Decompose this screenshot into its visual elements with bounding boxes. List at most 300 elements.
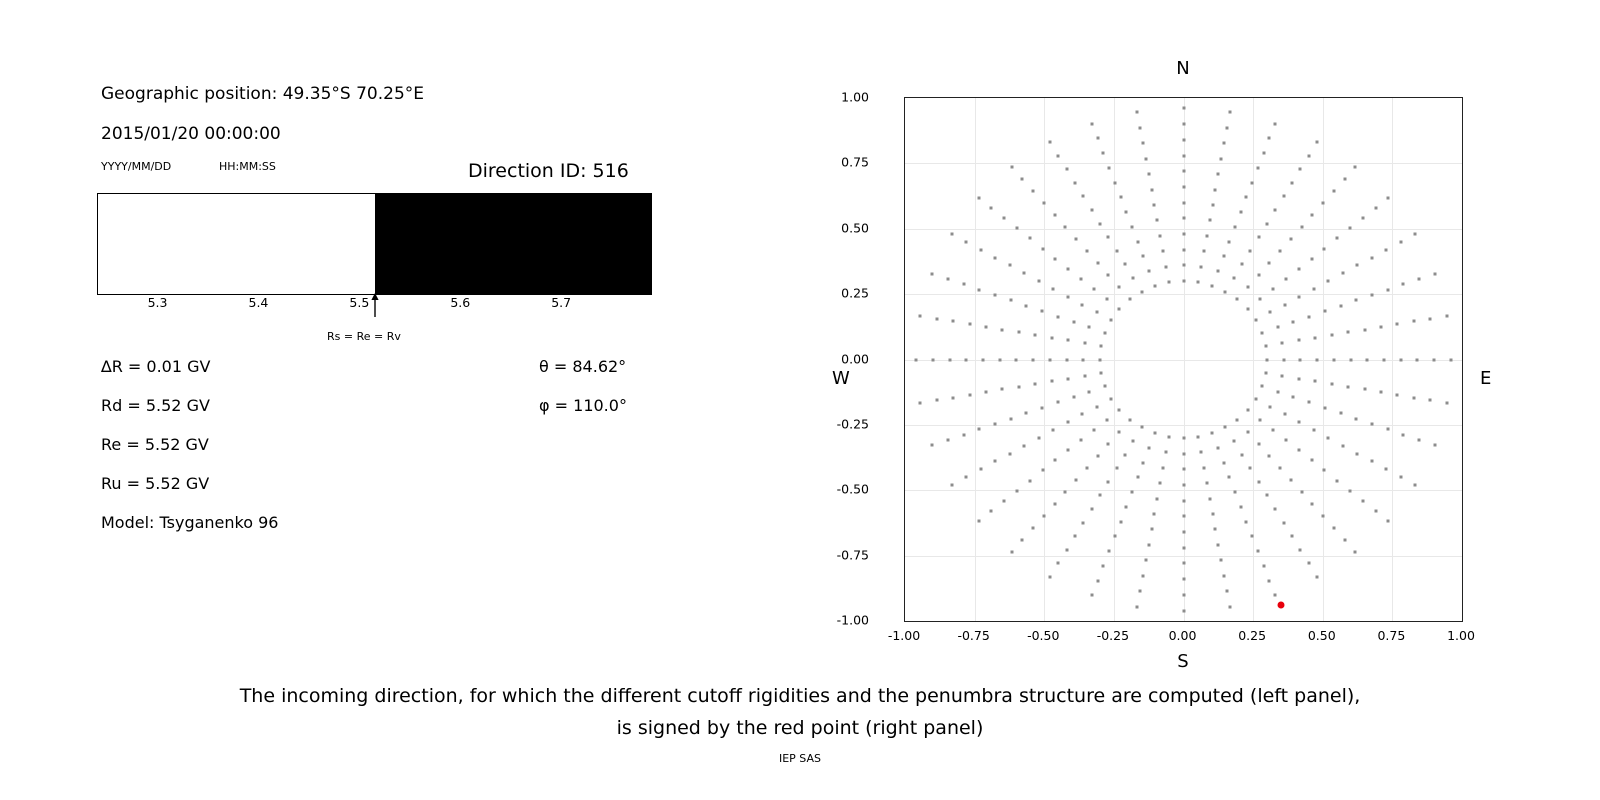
- direction-dot[interactable]: [950, 484, 953, 487]
- direction-dot[interactable]: [1222, 255, 1225, 258]
- direction-dot[interactable]: [1090, 209, 1093, 212]
- direction-dot[interactable]: [965, 358, 968, 361]
- direction-dot[interactable]: [1083, 342, 1086, 345]
- direction-dot[interactable]: [1343, 178, 1346, 181]
- direction-dot[interactable]: [1239, 505, 1242, 508]
- direction-dot[interactable]: [1356, 452, 1359, 455]
- direction-dot[interactable]: [1418, 438, 1421, 441]
- direction-dot[interactable]: [1110, 397, 1113, 400]
- direction-dot[interactable]: [1262, 152, 1265, 155]
- direction-dot[interactable]: [1232, 276, 1235, 279]
- direction-dot[interactable]: [1429, 399, 1432, 402]
- direction-dot[interactable]: [1445, 402, 1448, 405]
- direction-dot[interactable]: [1256, 166, 1259, 169]
- direction-dot[interactable]: [1034, 383, 1037, 386]
- direction-dot[interactable]: [1182, 546, 1185, 549]
- direction-dot[interactable]: [1182, 499, 1185, 502]
- direction-dot[interactable]: [1008, 452, 1011, 455]
- direction-dot[interactable]: [1268, 579, 1271, 582]
- direction-dot[interactable]: [1182, 232, 1185, 235]
- direction-dot[interactable]: [1412, 320, 1415, 323]
- direction-dot[interactable]: [1065, 168, 1068, 171]
- direction-dot[interactable]: [1282, 521, 1285, 524]
- direction-dot[interactable]: [965, 476, 968, 479]
- direction-dot[interactable]: [1220, 157, 1223, 160]
- direction-dot[interactable]: [1057, 154, 1060, 157]
- direction-dot[interactable]: [1080, 277, 1083, 280]
- direction-dot[interactable]: [1182, 123, 1185, 126]
- direction-dot[interactable]: [1370, 256, 1373, 259]
- direction-dot[interactable]: [1332, 526, 1335, 529]
- direction-dot[interactable]: [1054, 459, 1057, 462]
- direction-dot[interactable]: [1140, 290, 1143, 293]
- direction-dot[interactable]: [1042, 202, 1045, 205]
- direction-dot[interactable]: [1153, 513, 1156, 516]
- direction-dot[interactable]: [1361, 499, 1364, 502]
- direction-dot[interactable]: [1266, 358, 1269, 361]
- direction-dot[interactable]: [1016, 227, 1019, 230]
- direction-dot[interactable]: [1136, 605, 1139, 608]
- direction-dot[interactable]: [1396, 393, 1399, 396]
- direction-dot[interactable]: [1283, 303, 1286, 306]
- direction-dot[interactable]: [1298, 421, 1301, 424]
- direction-dot[interactable]: [946, 278, 949, 281]
- direction-dot[interactable]: [1272, 287, 1275, 290]
- direction-dot[interactable]: [1274, 209, 1277, 212]
- direction-dot[interactable]: [1065, 358, 1068, 361]
- direction-dot[interactable]: [1118, 408, 1121, 411]
- direction-dot[interactable]: [1119, 196, 1122, 199]
- direction-dot[interactable]: [1370, 422, 1373, 425]
- direction-dot[interactable]: [1023, 272, 1026, 275]
- direction-dot[interactable]: [1228, 240, 1231, 243]
- direction-dot[interactable]: [1021, 178, 1024, 181]
- direction-dot[interactable]: [1147, 173, 1150, 176]
- direction-dot[interactable]: [1402, 283, 1405, 286]
- direction-dot[interactable]: [1050, 380, 1053, 383]
- direction-dot[interactable]: [1182, 264, 1185, 267]
- direction-dot[interactable]: [1140, 426, 1143, 429]
- direction-dot[interactable]: [1292, 396, 1295, 399]
- direction-dot[interactable]: [1284, 277, 1287, 280]
- direction-dot[interactable]: [1072, 396, 1075, 399]
- direction-dot[interactable]: [1025, 304, 1028, 307]
- direction-dot[interactable]: [977, 197, 980, 200]
- direction-dot[interactable]: [1449, 358, 1452, 361]
- direction-dot[interactable]: [1008, 264, 1011, 267]
- direction-dot[interactable]: [1300, 226, 1303, 229]
- direction-dot[interactable]: [1182, 138, 1185, 141]
- direction-dot[interactable]: [1259, 419, 1262, 422]
- direction-dot[interactable]: [1182, 280, 1185, 283]
- direction-dot[interactable]: [1028, 237, 1031, 240]
- direction-dot[interactable]: [1297, 267, 1300, 270]
- direction-dot[interactable]: [1249, 467, 1252, 470]
- direction-dot[interactable]: [1197, 281, 1200, 284]
- direction-dot[interactable]: [1236, 298, 1239, 301]
- direction-dot[interactable]: [1246, 408, 1249, 411]
- direction-dot[interactable]: [1153, 284, 1156, 287]
- direction-dot[interactable]: [1414, 484, 1417, 487]
- direction-dot[interactable]: [1138, 590, 1141, 593]
- direction-dot[interactable]: [1363, 328, 1366, 331]
- direction-dot[interactable]: [1056, 315, 1059, 318]
- direction-dot[interactable]: [948, 358, 951, 361]
- direction-dot[interactable]: [1416, 358, 1419, 361]
- direction-dot[interactable]: [1138, 126, 1141, 129]
- direction-dot[interactable]: [1211, 284, 1214, 287]
- direction-dot[interactable]: [1332, 190, 1335, 193]
- direction-dot[interactable]: [1001, 328, 1004, 331]
- direction-dot[interactable]: [1067, 377, 1070, 380]
- direction-dot[interactable]: [1082, 195, 1085, 198]
- direction-dot[interactable]: [1261, 385, 1264, 388]
- direction-dot[interactable]: [1240, 453, 1243, 456]
- direction-dot[interactable]: [1066, 421, 1069, 424]
- direction-dot[interactable]: [1107, 236, 1110, 239]
- direction-dot[interactable]: [1322, 202, 1325, 205]
- direction-dot[interactable]: [1314, 336, 1317, 339]
- direction-dot[interactable]: [1136, 111, 1139, 114]
- direction-dot[interactable]: [1228, 111, 1231, 114]
- direction-dot[interactable]: [1054, 257, 1057, 260]
- direction-dot[interactable]: [1379, 391, 1382, 394]
- direction-dot[interactable]: [1025, 412, 1028, 415]
- direction-dot[interactable]: [985, 325, 988, 328]
- direction-dot[interactable]: [1348, 489, 1351, 492]
- direction-dot[interactable]: [1028, 479, 1031, 482]
- direction-dot[interactable]: [1098, 494, 1101, 497]
- direction-dot[interactable]: [1141, 142, 1144, 145]
- direction-dot[interactable]: [1182, 578, 1185, 581]
- direction-dot[interactable]: [978, 288, 981, 291]
- direction-dot[interactable]: [1355, 417, 1358, 420]
- direction-dot[interactable]: [994, 460, 997, 463]
- direction-dot[interactable]: [1118, 308, 1121, 311]
- direction-dot[interactable]: [1339, 304, 1342, 307]
- direction-dot[interactable]: [919, 314, 922, 317]
- direction-dot[interactable]: [1096, 262, 1099, 265]
- direction-dot[interactable]: [1226, 126, 1229, 129]
- direction-dot[interactable]: [1128, 418, 1131, 421]
- direction-dot[interactable]: [1399, 476, 1402, 479]
- direction-dot[interactable]: [1316, 358, 1319, 361]
- direction-dot[interactable]: [1299, 548, 1302, 551]
- direction-dot[interactable]: [1092, 429, 1095, 432]
- direction-dot[interactable]: [1182, 609, 1185, 612]
- direction-dot[interactable]: [1223, 574, 1226, 577]
- direction-dot[interactable]: [1041, 310, 1044, 313]
- direction-dot[interactable]: [946, 438, 949, 441]
- direction-dot[interactable]: [1136, 240, 1139, 243]
- direction-dot[interactable]: [1257, 274, 1260, 277]
- direction-dot[interactable]: [1096, 137, 1099, 140]
- direction-dot[interactable]: [1366, 358, 1369, 361]
- direction-dot[interactable]: [1310, 459, 1313, 462]
- direction-dot[interactable]: [1308, 315, 1311, 318]
- direction-dot[interactable]: [1323, 310, 1326, 313]
- direction-dot[interactable]: [1323, 247, 1326, 250]
- direction-dot[interactable]: [1090, 507, 1093, 510]
- direction-dot[interactable]: [1312, 429, 1315, 432]
- direction-dot[interactable]: [1182, 468, 1185, 471]
- direction-dot[interactable]: [1182, 484, 1185, 487]
- direction-dot[interactable]: [1202, 466, 1205, 469]
- direction-dot[interactable]: [1289, 478, 1292, 481]
- direction-dot[interactable]: [1283, 413, 1286, 416]
- direction-dot[interactable]: [1297, 339, 1300, 342]
- direction-dot[interactable]: [1261, 331, 1264, 334]
- direction-dot[interactable]: [1182, 436, 1185, 439]
- direction-dot[interactable]: [1224, 290, 1227, 293]
- direction-dot[interactable]: [1167, 435, 1170, 438]
- direction-dot[interactable]: [1067, 339, 1070, 342]
- direction-dot[interactable]: [1266, 222, 1269, 225]
- direction-dot[interactable]: [1205, 482, 1208, 485]
- direction-dot[interactable]: [935, 317, 938, 320]
- direction-dot[interactable]: [1100, 372, 1103, 375]
- direction-dot[interactable]: [1385, 248, 1388, 251]
- direction-dot[interactable]: [1300, 490, 1303, 493]
- direction-dot[interactable]: [1311, 214, 1314, 217]
- direction-dot[interactable]: [1105, 419, 1108, 422]
- direction-dot[interactable]: [1370, 460, 1373, 463]
- direction-dot[interactable]: [1156, 219, 1159, 222]
- direction-dot[interactable]: [1041, 469, 1044, 472]
- direction-dot[interactable]: [1323, 469, 1326, 472]
- direction-dot[interactable]: [1299, 358, 1302, 361]
- direction-dot[interactable]: [1251, 181, 1254, 184]
- direction-dot[interactable]: [1274, 507, 1277, 510]
- direction-dot[interactable]: [1199, 265, 1202, 268]
- direction-dot[interactable]: [952, 320, 955, 323]
- direction-dot[interactable]: [1083, 374, 1086, 377]
- direction-dot[interactable]: [1254, 319, 1257, 322]
- direction-dot[interactable]: [1399, 358, 1402, 361]
- direction-dot[interactable]: [1211, 432, 1214, 435]
- direction-dot[interactable]: [919, 402, 922, 405]
- direction-dot[interactable]: [1037, 280, 1040, 283]
- direction-dot[interactable]: [1208, 219, 1211, 222]
- direction-dot[interactable]: [1199, 451, 1202, 454]
- direction-dot[interactable]: [1445, 314, 1448, 317]
- direction-dot[interactable]: [979, 248, 982, 251]
- direction-dot[interactable]: [1396, 323, 1399, 326]
- direction-dot[interactable]: [979, 468, 982, 471]
- direction-dot[interactable]: [1017, 385, 1020, 388]
- direction-dot[interactable]: [1322, 514, 1325, 517]
- direction-dot[interactable]: [1015, 358, 1018, 361]
- direction-dot[interactable]: [1042, 514, 1045, 517]
- direction-dot[interactable]: [1347, 331, 1350, 334]
- direction-dot[interactable]: [1228, 476, 1231, 479]
- direction-dot[interactable]: [1370, 294, 1373, 297]
- direction-dot[interactable]: [1214, 528, 1217, 531]
- direction-dot[interactable]: [1246, 286, 1249, 289]
- direction-dot[interactable]: [1182, 248, 1185, 251]
- direction-dot[interactable]: [1003, 499, 1006, 502]
- direction-dot[interactable]: [1148, 270, 1151, 273]
- direction-dot[interactable]: [1330, 383, 1333, 386]
- direction-dot[interactable]: [977, 519, 980, 522]
- direction-dot[interactable]: [1336, 479, 1339, 482]
- direction-dot[interactable]: [1307, 562, 1310, 565]
- direction-dot[interactable]: [1355, 299, 1358, 302]
- direction-dot[interactable]: [1273, 594, 1276, 597]
- direction-dot[interactable]: [1142, 255, 1145, 258]
- direction-dot[interactable]: [1307, 154, 1310, 157]
- direction-dot[interactable]: [1108, 166, 1111, 169]
- direction-dot[interactable]: [1107, 442, 1110, 445]
- direction-dot[interactable]: [985, 391, 988, 394]
- direction-dot[interactable]: [1037, 436, 1040, 439]
- direction-dot[interactable]: [1153, 432, 1156, 435]
- direction-dot[interactable]: [1150, 528, 1153, 531]
- direction-dot[interactable]: [1082, 521, 1085, 524]
- direction-dot[interactable]: [1217, 173, 1220, 176]
- direction-dot[interactable]: [1113, 535, 1116, 538]
- direction-dot[interactable]: [998, 358, 1001, 361]
- direction-dot[interactable]: [1233, 225, 1236, 228]
- direction-dot[interactable]: [1282, 195, 1285, 198]
- direction-dot[interactable]: [1429, 317, 1432, 320]
- direction-dot[interactable]: [1264, 372, 1267, 375]
- direction-dot[interactable]: [1327, 280, 1330, 283]
- direction-dot[interactable]: [1433, 272, 1436, 275]
- direction-dot[interactable]: [1065, 548, 1068, 551]
- direction-dot[interactable]: [1343, 538, 1346, 541]
- direction-dot[interactable]: [1098, 358, 1101, 361]
- direction-dot[interactable]: [1332, 358, 1335, 361]
- direction-dot[interactable]: [1202, 250, 1205, 253]
- direction-dot[interactable]: [1246, 430, 1249, 433]
- direction-dot[interactable]: [1339, 412, 1342, 415]
- direction-dot[interactable]: [1222, 461, 1225, 464]
- direction-dot[interactable]: [1269, 405, 1272, 408]
- direction-dot[interactable]: [1096, 579, 1099, 582]
- direction-dot[interactable]: [1341, 444, 1344, 447]
- direction-dot[interactable]: [1279, 250, 1282, 253]
- direction-dot[interactable]: [1118, 430, 1121, 433]
- direction-dot[interactable]: [1032, 526, 1035, 529]
- direction-dot[interactable]: [1297, 449, 1300, 452]
- direction-dot[interactable]: [1048, 575, 1051, 578]
- direction-dot[interactable]: [1354, 550, 1357, 553]
- direction-dot[interactable]: [1232, 440, 1235, 443]
- direction-dot[interactable]: [1264, 344, 1267, 347]
- direction-dot[interactable]: [1107, 274, 1110, 277]
- direction-dot[interactable]: [1182, 452, 1185, 455]
- direction-dot[interactable]: [1228, 605, 1231, 608]
- direction-dot[interactable]: [1312, 287, 1315, 290]
- direction-dot[interactable]: [1017, 331, 1020, 334]
- direction-dot[interactable]: [1276, 326, 1279, 329]
- direction-dot[interactable]: [1418, 278, 1421, 281]
- direction-dot[interactable]: [1075, 238, 1078, 241]
- direction-dot[interactable]: [994, 256, 997, 259]
- direction-dot[interactable]: [1205, 234, 1208, 237]
- direction-dot[interactable]: [1124, 263, 1127, 266]
- direction-dot[interactable]: [1119, 520, 1122, 523]
- direction-dot[interactable]: [1363, 388, 1366, 391]
- direction-dot[interactable]: [1010, 550, 1013, 553]
- direction-dot[interactable]: [1048, 358, 1051, 361]
- direction-dot[interactable]: [1208, 497, 1211, 500]
- direction-dot[interactable]: [1034, 333, 1037, 336]
- direction-dot[interactable]: [1073, 535, 1076, 538]
- direction-dot[interactable]: [1107, 480, 1110, 483]
- direction-dot[interactable]: [1249, 249, 1252, 252]
- direction-dot[interactable]: [1088, 390, 1091, 393]
- direction-dot[interactable]: [1032, 190, 1035, 193]
- direction-dot[interactable]: [1165, 451, 1168, 454]
- direction-dot[interactable]: [968, 393, 971, 396]
- direction-dot[interactable]: [1226, 590, 1229, 593]
- direction-dot[interactable]: [1254, 397, 1257, 400]
- direction-dot[interactable]: [915, 358, 918, 361]
- direction-dot[interactable]: [1091, 594, 1094, 597]
- direction-dot[interactable]: [1165, 265, 1168, 268]
- direction-dot[interactable]: [1132, 440, 1135, 443]
- direction-dot[interactable]: [1085, 250, 1088, 253]
- direction-dot[interactable]: [1108, 550, 1111, 553]
- direction-dot[interactable]: [1102, 564, 1105, 567]
- direction-dot[interactable]: [1245, 196, 1248, 199]
- direction-dot[interactable]: [1276, 390, 1279, 393]
- direction-dot[interactable]: [1239, 211, 1242, 214]
- direction-dot[interactable]: [1299, 168, 1302, 171]
- direction-dot[interactable]: [1072, 320, 1075, 323]
- direction-dot[interactable]: [1064, 226, 1067, 229]
- direction-dot[interactable]: [1021, 538, 1024, 541]
- direction-dot[interactable]: [1182, 107, 1185, 110]
- direction-dot[interactable]: [1103, 331, 1106, 334]
- direction-dot[interactable]: [1182, 154, 1185, 157]
- direction-dot[interactable]: [1224, 426, 1227, 429]
- direction-dot[interactable]: [1064, 490, 1067, 493]
- direction-dot[interactable]: [1100, 344, 1103, 347]
- direction-dot[interactable]: [1233, 491, 1236, 494]
- direction-dot[interactable]: [1142, 461, 1145, 464]
- direction-dot[interactable]: [1211, 513, 1214, 516]
- direction-dot[interactable]: [1009, 417, 1012, 420]
- direction-dot[interactable]: [1182, 515, 1185, 518]
- direction-dot[interactable]: [1361, 217, 1364, 220]
- direction-dot[interactable]: [1095, 311, 1098, 314]
- direction-dot[interactable]: [1153, 203, 1156, 206]
- direction-dot[interactable]: [1067, 449, 1070, 452]
- direction-dot[interactable]: [1268, 262, 1271, 265]
- direction-dot[interactable]: [1092, 287, 1095, 290]
- direction-dot[interactable]: [1347, 385, 1350, 388]
- direction-dot[interactable]: [1073, 181, 1076, 184]
- direction-dot[interactable]: [1010, 166, 1013, 169]
- direction-dot[interactable]: [1147, 543, 1150, 546]
- direction-dot[interactable]: [1223, 142, 1226, 145]
- direction-dot[interactable]: [1144, 157, 1147, 160]
- selected-direction-dot[interactable]: [1277, 602, 1284, 609]
- direction-dot[interactable]: [1081, 303, 1084, 306]
- direction-dot[interactable]: [1131, 225, 1134, 228]
- direction-dot[interactable]: [1102, 152, 1105, 155]
- direction-dot[interactable]: [1387, 197, 1390, 200]
- scatter-plot-area[interactable]: [904, 97, 1463, 622]
- direction-dot[interactable]: [1182, 170, 1185, 173]
- direction-dot[interactable]: [1115, 249, 1118, 252]
- direction-dot[interactable]: [935, 399, 938, 402]
- direction-dot[interactable]: [1001, 388, 1004, 391]
- direction-dot[interactable]: [1272, 429, 1275, 432]
